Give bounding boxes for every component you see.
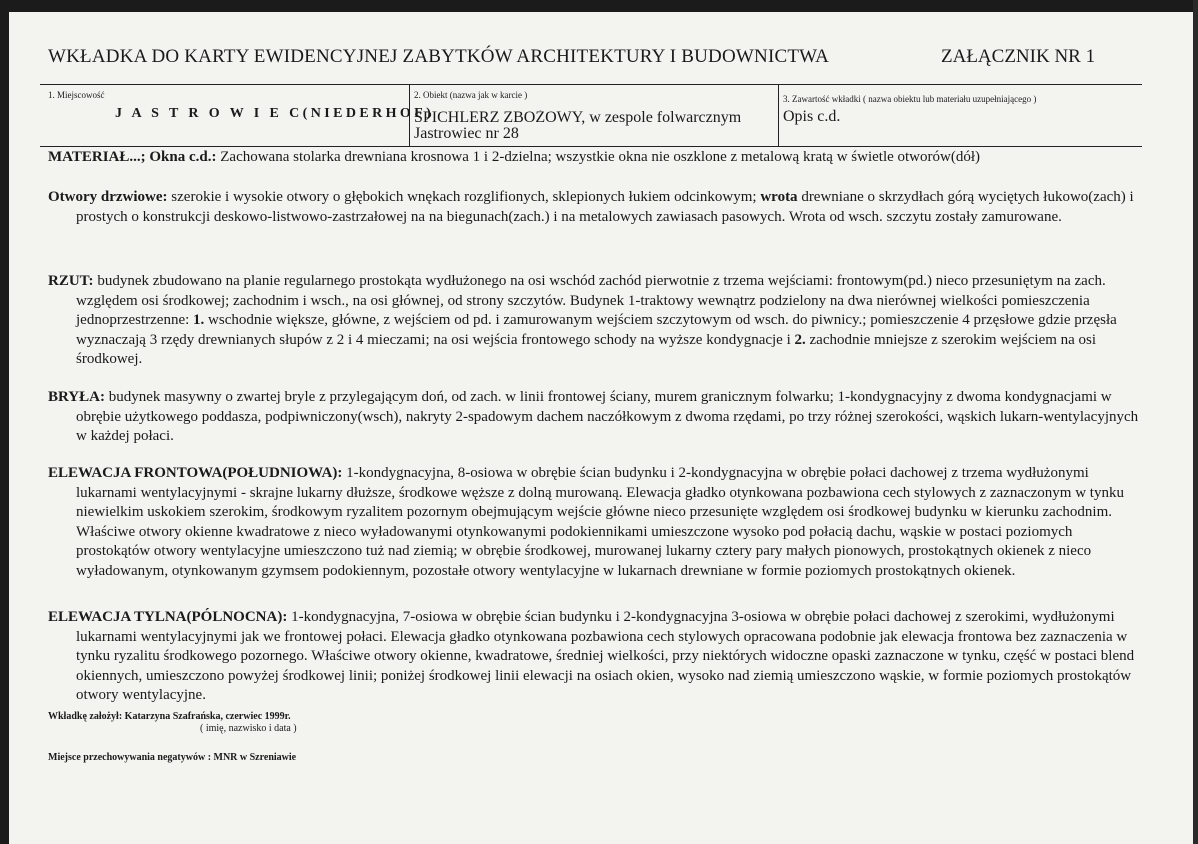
section-doors (48, 188, 1144, 227)
plan-text-2: wschodnie większe, główne, z wejściem od pd. i zamurowanym wejściem szczytowym od wsch. do piwnicy.; pomieszczenie 4 przęsłowe gdzie przęsła wyznaczają 3 rzędy drewnianych słupów z 2 i 4 mieczami; na osi wejścia frontowego schody na wyższe kondygnacje i (76, 312, 1117, 348)
section-plan (48, 272, 1144, 370)
scan-border-right (1193, 0, 1198, 844)
front-elevation-heading: ELEWACJA FRONTOWA(POŁUDNIOWA): (48, 465, 343, 481)
scan-border-left (0, 0, 9, 844)
contents-label: 3. Zawartość wkładki ( nazwa obiektu lub materiału uzupełniającego ) (783, 94, 1037, 104)
section-mass (48, 388, 1144, 447)
doors-text-2: drewniane o skrzydłach górą wyciętych łukowo(zach) i prostych o konstrukcji deskowo-listwowo-zastrzałowej na na biegunach(zach.) i na metalowych zawiasach pasowych. Wrota od wsch. szczytu zostały zamurowane. (76, 189, 1134, 225)
front-elevation-text: 1-kondygnacyjna, 8-osiowa w obrębie ścian budynku i 2-kondygnacyjna w obrębie połaci dachowej z trzema wydłużonymi lukarnami wentylacyjnymi - skrajne lukarny dłuższe, środkowe węższe z dolną murowaną. Elewacja gładko otynkowana pozbawiona cech stylowych z zaznaczonym w tynku niewielkim uskokiem szerokim, środkowym ryzalitem pozornym obejmującym wejście główne nieco przesunięte względem osi środkowej budynku w kierunku zachodnim. Właściwe otwory okienne kwadratowe z nieco wyładowanymi otynkowanymi podokiennikami umieszczone wysoko pod połacią dachu, wąskie w postaci poziomych prostokątów otwory wentylacyjne umieszczono tuż nad ziemią; w obrębie środkowej, murowanej lukarny cztery pary małych pionowych, prostokątnych okienek z nieco wyładowanym, otynkowanym gzymsem podokiennym, pozostałe otwory wentylacyjne w lukarnach drewniane w formie poziomych prostokątnych okienek. (76, 465, 1124, 579)
object-label: 2. Obiekt (nazwa jak w karcie ) (414, 90, 528, 100)
mass-text: budynek masywny o zwartej bryle z przylegającym doń, od zach. w linii frontowej ściany, murem granicznym folwarku; 1-kondygnacyjny z dwoma kondygnacjami w obrębie użytkowego poddasza, podpiwniczony(wsch), nakryty 2-spadowym dachem naczółkowym z dwoma rzędami, po trzy różnej szerokości, wąskich lukarn-wentylacyjnych w każdej połaci. (76, 389, 1139, 445)
plan-text-1: budynek zbudowano na planie regularnego prostokąta wydłużonego na osi wschód zachód pierwotnie z trzema wejściami: frontowym(pd.) nieco przesuniętym na zach. względem osi środkowej; zachodnim i wsch., na osi głównej, od strony szczytów. Budynek 1-traktowy wewnątrz podzielony na dwa nierównej wielkości pomieszczenia jednoprzestrzenne: (76, 273, 1106, 329)
place-label: 1. Miejscowość (48, 90, 105, 100)
rear-elevation-heading: ELEWACJA TYLNA(PÓLNOCNA): (48, 609, 288, 625)
table-top-rule (40, 84, 1142, 85)
plan-room-2-number: 2. (794, 331, 806, 348)
doors-gate-term: wrota (760, 189, 798, 205)
plan-text-3: zachodnie mniejsze z szerokim wejściem na osi środkowej. (76, 331, 1097, 368)
document-title: WKŁADKA DO KARTY EWIDENCYJNEJ ZABYTKÓW ARCHITEKTURY I BUDOWNICTWA (48, 46, 830, 67)
scan-border-top (0, 0, 1198, 12)
table-bottom-rule (40, 146, 1142, 147)
section-rear-elevation (48, 608, 1144, 706)
material-text: Zachowana stolarka drewniana krosnowa 1 i 2-dzielna; wszystkie okna nie oszklone z metalową kratą w świetle otworów(dół) (216, 149, 980, 165)
plan-room-1-number: 1. (193, 312, 205, 329)
section-material (48, 148, 1168, 168)
mass-heading: BRYŁA: (48, 389, 105, 405)
material-heading: MATERIAŁ...; Okna c.d.: (48, 149, 217, 165)
doors-heading: Otwory drzwiowe: (48, 189, 168, 205)
doors-text-1: szerokie i wysokie otwory o głębokich wnękach rozglifionych, sklepionych łukiem odcinkowym; (167, 189, 761, 205)
plan-heading: RZUT: (48, 273, 94, 289)
rear-elevation-text: 1-kondygnacyjna, 7-osiowa w obrębie ścian budynku i 2-kondygnacyjna 3-osiowa w obrębie połaci dachowej z szerokimi, wydłużonymi lukarnami wentylacyjnymi jak we frontowej połaci. Elewacja gładko otynkowana pozbawiona cech stylowych opracowana podobnie jak elewacja frontowa bez zaznaczenia w tynku ryzalitu środkowego pozornego. Właściwe otwory okienne, kwadratowe, średniej wielkości, przy niektórych widoczne opaski zaznaczone w tynku, część w postaci blend okiennych, umieszczono powyżej środkowej linii; poniżej środkowej linii elewacji na osiach okien, wysoko nad ziemią umieszczono wąskie, w formie poziomych prostokątów otwory wentylacyjne. (76, 609, 1135, 704)
contents-value: Opis c.d. (783, 108, 841, 125)
object-value: SPICHLERZ ZBOŻOWY, w zespole folwarcznym Jastrowiec nr 28 (414, 110, 742, 142)
author-hint: ( imię, nazwisko i data ) (200, 723, 297, 734)
place-value: J A S T R O W I E C(NIEDERHOF) (115, 106, 435, 121)
section-front-elevation (48, 464, 1144, 582)
annex-number: ZAŁĄCZNIK NR 1 (941, 46, 1096, 67)
author-line: Wkładkę założył: Katarzyna Szafrańska, czerwiec 1999r. (48, 711, 291, 722)
negatives-location: Miejsce przechowywania negatywów : MNR w Szreniawie (48, 752, 297, 763)
